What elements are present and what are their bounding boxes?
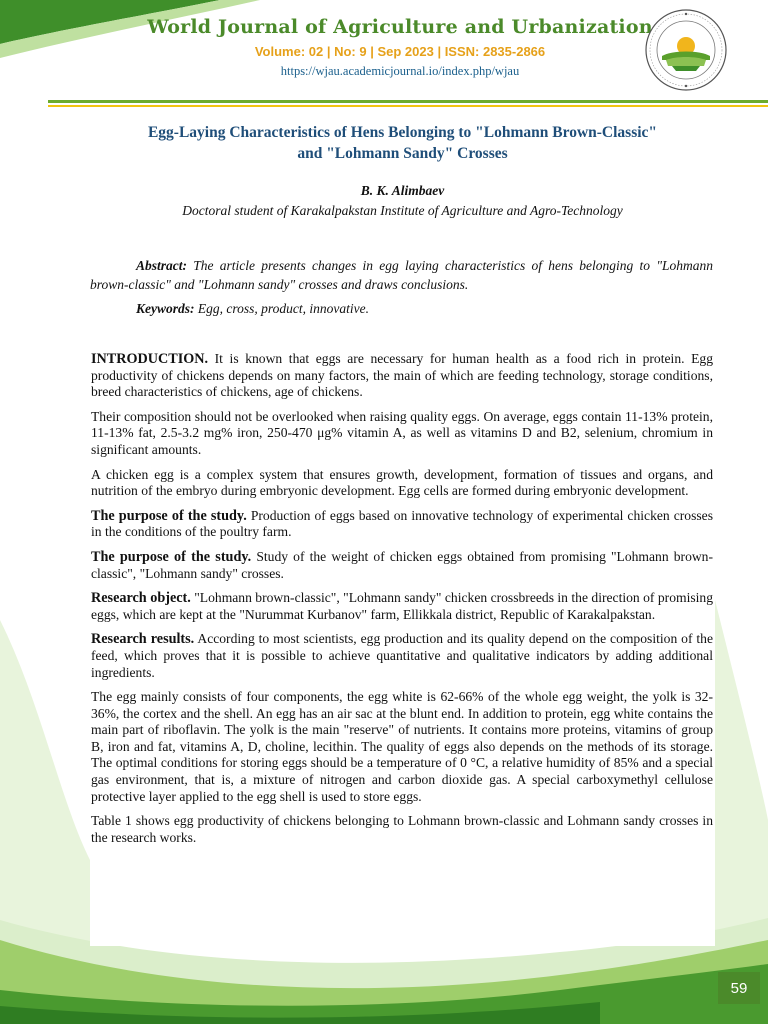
abstract-label: Abstract:: [136, 258, 188, 273]
journal-logo-seal: [644, 8, 728, 92]
abstract: [90, 256, 713, 294]
paragraph-research-results: [91, 631, 713, 681]
journal-meta: Volume: 02 | No: 9 | Sep 2023 | ISSN: 2835-2866: [254, 44, 546, 59]
journal-header: [0, 0, 768, 110]
paragraph-table-reference: Table 1 shows egg productivity of chickens belonging to Lohmann brown-classic and Lohmann sandy crosses in the research works.: [91, 813, 713, 845]
paragraph-lead: Research results.: [91, 631, 195, 648]
article-title-line2: and "Lohmann Sandy" Crosses: [297, 145, 508, 162]
keywords-text: Egg, cross, product, innovative.: [197, 301, 369, 316]
paragraph-text: According to most scientists, egg production and its quality depend on the composition of the feed, which proves that it is possible to achieve quantitative and qualitative indicators by adding additional ingredients.: [91, 631, 713, 680]
paragraph-text: Study of the weight of chicken eggs obtained from promising "Lohmann brown-classic", "Lohmann sandy" crosses.: [91, 548, 714, 581]
paragraph-composition: Their composition should not be overlooked when raising quality eggs. On average, eggs contain 11-13% protein, 11-13% fat, 2.5-3.2 mg% iron, 250-470 μg% vitamin A, as well as vitamins D and B2, selenium, chromium in significant amounts.: [91, 408, 713, 457]
abstract-text: The article presents changes in egg laying characteristics of hens belonging to "Lohmann brown-classic" and "Lohmann sandy" crosses and draws conclusions.: [90, 258, 713, 292]
paragraph-purpose-2: [91, 549, 713, 582]
article-title-line1: Egg-Laying Characteristics of Hens Belonging to "Lohmann Brown-Classic": [147, 124, 658, 141]
paragraph-egg-system: A chicken egg is a complex system that ensures growth, development, formation of tissues and organs, and nutrition of the embryo during embryonic development. Egg cells are formed during embryonic development.: [91, 466, 713, 499]
paragraph-research-object: [91, 590, 713, 623]
header-divider-yellow: [48, 105, 768, 107]
paragraph-purpose-1: [91, 508, 713, 541]
article-body: [91, 351, 713, 854]
journal-title: World Journal of Agriculture and Urbanization: [147, 16, 653, 38]
keywords: [136, 301, 713, 317]
paragraph-text: It is known that eggs are necessary for human health as a food rich in protein. Egg productivity of chickens depends on many factors, the main of which are feeding technology, storage conditions, breed characteristics of chickens, age of chickens.: [91, 351, 713, 400]
article-title: [90, 122, 715, 164]
paragraph-lead: Research object.: [91, 590, 191, 607]
header-divider-green: [48, 100, 768, 103]
keywords-label: Keywords:: [136, 301, 195, 316]
paragraph-egg-components: The egg mainly consists of four components, the egg white is 62-66% of the whole egg weight, the yolk is 32-36%, the cortex and the shell. An egg has an air sac at the blunt end. In addition to protein, egg white contains the main part of riboflavin. The yolk is the main "reserve" of nutrients. It contains more proteins, vitamins of group B, iron and fat, vitamins A, D, choline, lecithin. The quality of eggs also depends on the methods of its storage. The optimal conditions for storing eggs should be a temperature of 0 °C, a relative humidity of 85% and a special gas environment, that is, a mixture of nitrogen and carbon dioxide gas. A special carboxymethyl cellulose protective layer applied to the egg shell is used to store eggs.: [91, 689, 713, 804]
paragraph-lead: INTRODUCTION.: [91, 351, 209, 367]
paragraph-text: Production of eggs based on innovative technology of experimental chicken crosses in the conditions of the poultry farm.: [91, 507, 713, 540]
journal-url-link[interactable]: https://wjau.academicjournal.io/index.php/wjau: [280, 64, 520, 78]
paragraph-introduction: [91, 351, 713, 401]
author-name: B. K. Alimbaev: [360, 183, 445, 198]
paragraph-lead: The purpose of the study.: [91, 548, 252, 565]
paragraph-text: "Lohmann brown-classic", "Lohmann sandy" chicken crossbreeds in the direction of promising eggs, which are kept at the "Nurummat Kurbanov" farm, Ellikkala district, Republic of Karakalpakstan.: [91, 590, 714, 622]
author-affiliation: Doctoral student of Karakalpakstan Institute of Agriculture and Agro-Technology: [182, 203, 623, 218]
paragraph-lead: The purpose of the study.: [91, 507, 247, 524]
page-number: 59: [718, 972, 760, 1004]
